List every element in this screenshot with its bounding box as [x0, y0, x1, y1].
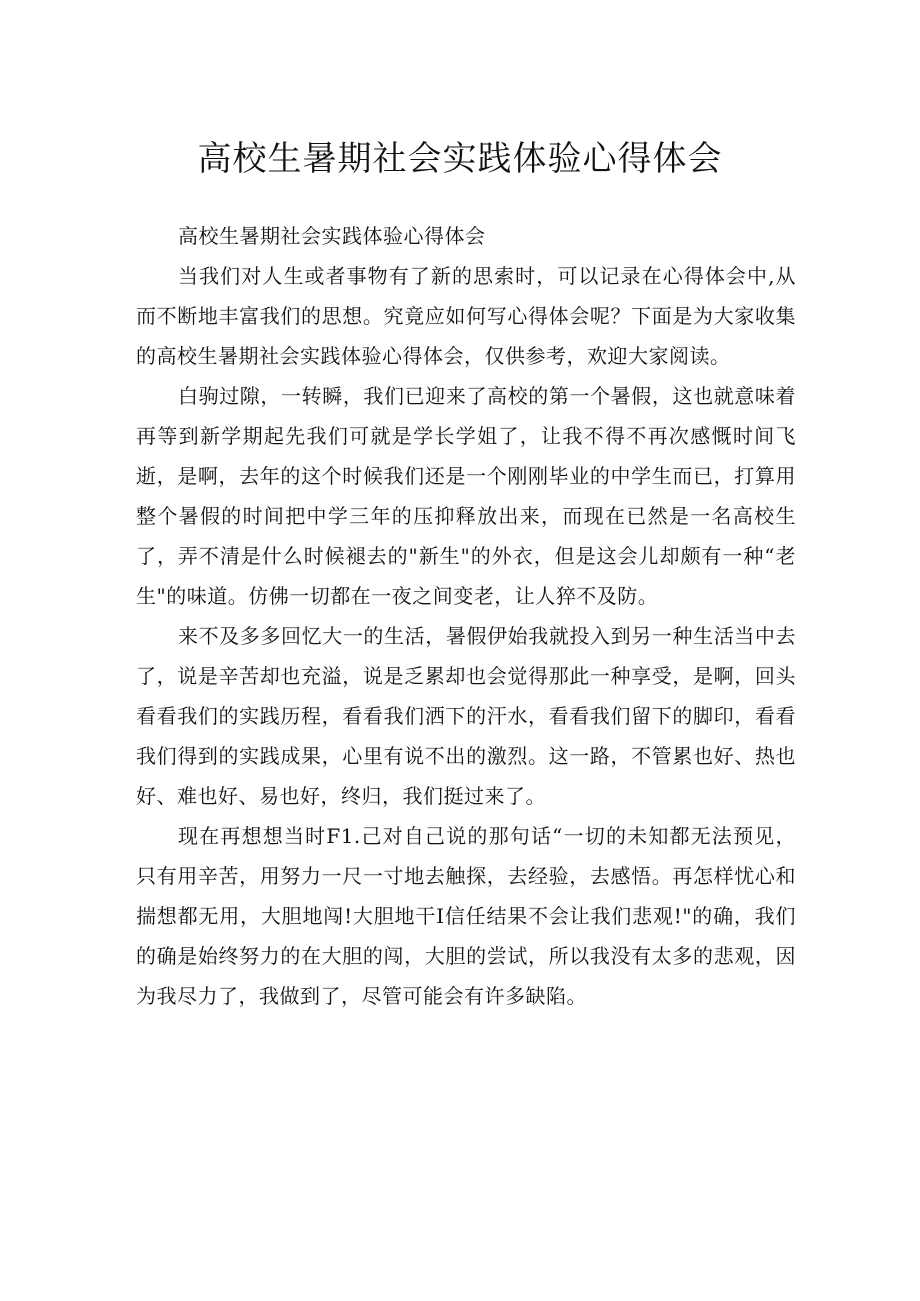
document-body — [136, 216, 796, 1016]
paragraph-intro: 当我们对人生或者事物有了新的思索时，可以记录在心得体会中,从而不断地丰富我们的思想。究竟应如何写心得体会呢？下面是为大家收集的高校生暑期社会实践体验心得体会，仅供参考，欢迎大家阅读。 — [136, 264, 796, 368]
paragraph-practice-life: 来不及多多回忆大一的生活，暑假伊始我就投入到另一种生活当中去了，说是辛苦却也充溢，说是乏累却也会觉得那此一种享受，是啊，回头看看我们的实践历程，看看我们洒下的汗水，看看我们留下的脚印，看看我们得到的实践成果，心里有说不出的激烈。这一路，不管累也好、热也好、难也好、易也好，终归，我们挺过来了。 — [136, 624, 796, 808]
document-title: 高校生暑期社会实践体验心得体会 — [197, 139, 723, 179]
paragraph-subtitle: 高校生暑期社会实践体验心得体会 — [178, 224, 486, 248]
paragraph-reflection: 现在再想想当时F1.己对自己说的那句话“一切的未知都无法预见，只有用辛苦，用努力一尺一寸地去触探，去经验，去感悟。再怎样忧心和揣想都无用，大胆地闯!大胆地干I信任结果不会让我们悲观!"的确，我们的确是始终努力的在大胆的闯，大胆的尝试，所以我没有太多的悲观，因为我尽力了，我做到了，尽管可能会有许多缺陷。 — [136, 824, 796, 1008]
paragraph-summer-vacation: 白驹过隙，一转瞬，我们已迎来了高校的第一个暑假，这也就意味着再等到新学期起先我们可就是学长学姐了，让我不得不再次感慨时间飞逝，是啊，去年的这个时候我们还是一个刚刚毕业的中学生而已，打算用整个暑假的时间把中学三年的压抑释放出来，而现在已然是一名高校生了，弄不清是什么时候褪去的"新生"的外衣，但是这会儿却颇有一种“老生"的味道。仿佛一切都在一夜之间变老，让人猝不及防。 — [136, 384, 796, 608]
